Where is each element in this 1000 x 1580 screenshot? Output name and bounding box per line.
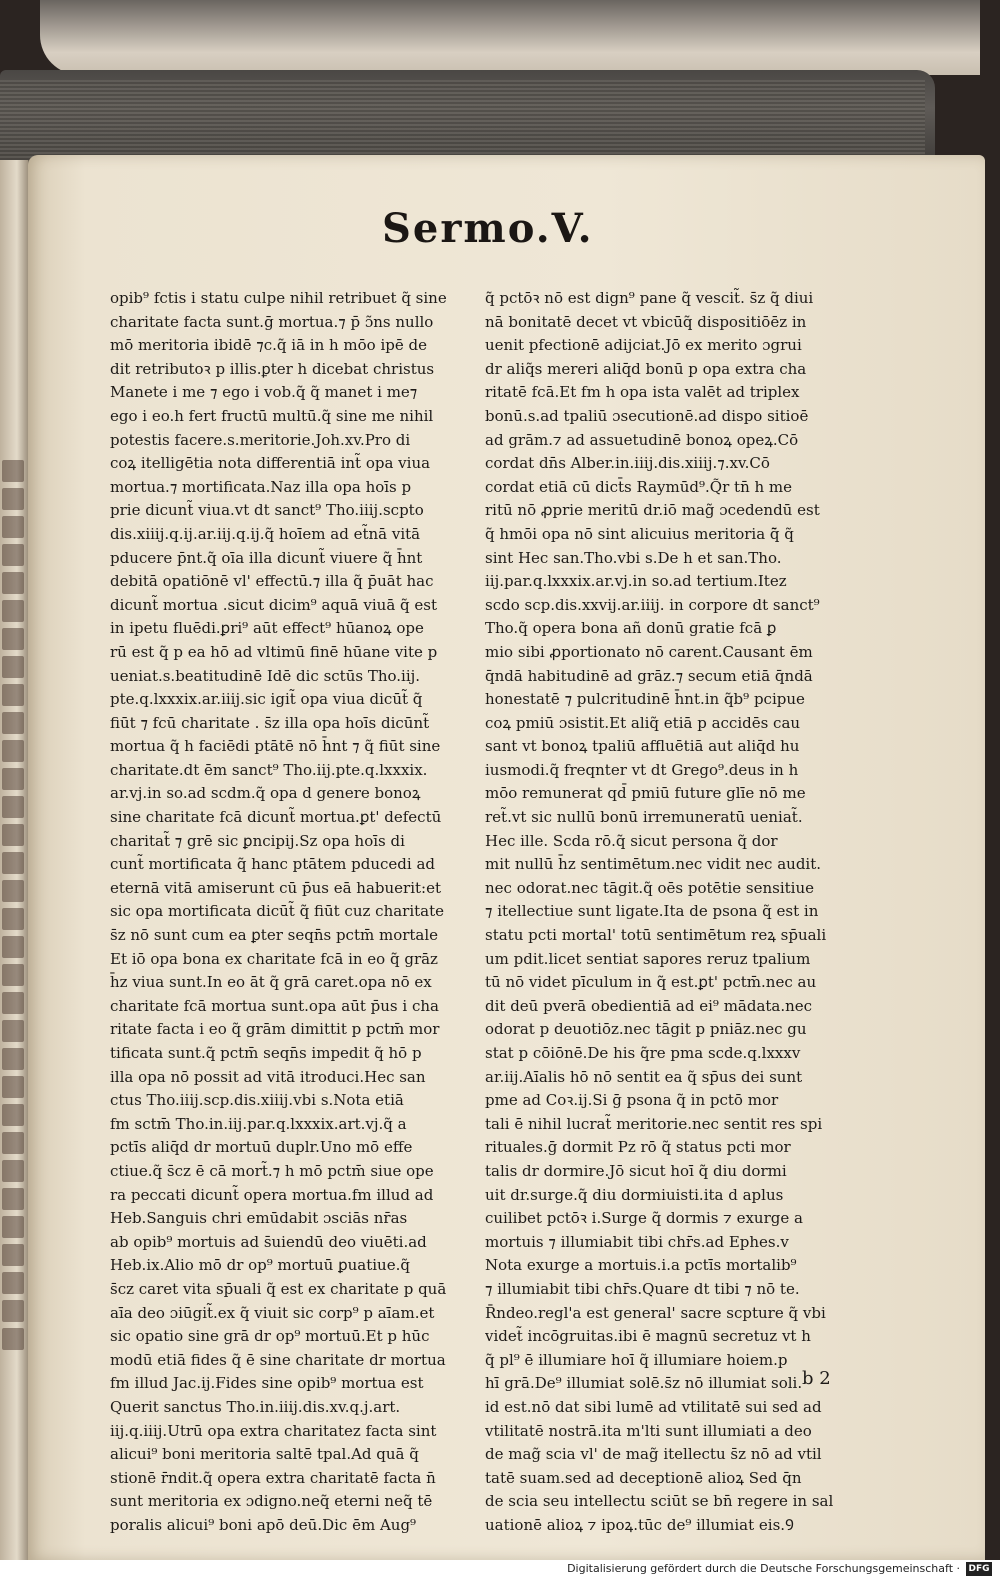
signature-mark: b 2 (802, 1368, 831, 1389)
text-line: sant vt bonoꝝ tpaliū affluētiā aut aliq̄d hu (485, 737, 800, 756)
text-line: ritū nō ꝓprie meritū dr.iō mag̃ ɔcedendū est (485, 501, 820, 520)
text-line: cunt̃ mortificata q̃ hanc ptātem pducedi ad (110, 855, 435, 874)
left-page-bleed-text (2, 460, 24, 1356)
text-line: ueniat.s.beatitudinē Idē dic sctūs Tho.iij. (110, 666, 421, 685)
text-line: nā bonitatē decet vt vbicūq̃ dispositiōēz in (485, 312, 807, 331)
text-line: rituales.ḡ dormit Pz rō q̃ status pcti mor (485, 1138, 791, 1157)
text-line: q̃ pl⁹ ē illumiare hoī q̃ illumiare hoiem.p (485, 1350, 788, 1369)
text-line: mio sibi ꝓportionato nō carent.Causant ēm (485, 642, 813, 661)
text-line: sic opa mortificata dicūt̃ q̃ fiūt cuz charitate (110, 902, 445, 921)
text-line: talis dr dormire.Jō sicut hoī q̃ diu dormi (485, 1161, 787, 1180)
text-line: pme ad Coꝛ.ij.Si ḡ psona q̃ in pctō mor (485, 1091, 779, 1110)
text-line: Et iō opa bona ex charitate fcā in eo q̃ grāz (110, 949, 438, 968)
text-line: statu pcti mortal' totū sentimētum reꝝ sp̄uali (485, 926, 827, 945)
text-line: h̄z viua sunt.In eo āt q̃ grā caret.opa nō ex (110, 973, 432, 992)
text-line: cuilibet pctōꝛ i.Surge q̃ dormis ⁊ exurge a (485, 1209, 803, 1228)
text-line: Heb.Sanguis chri emūdabit ɔsciās nr̄as (110, 1209, 408, 1228)
text-line: id est.nō dat sibi lumē ad vtilitatē sui sed ad (485, 1397, 822, 1416)
text-line: charitate facta sunt.ḡ mortua.⁊ p̄ ɔ̃ns nullo (110, 312, 434, 331)
text-line: opib⁹ fctis i statu culpe nihil retribuet q̃ sine (110, 289, 447, 307)
text-line: uationē alioꝝ ⁊ ipoꝝ.tūc de⁹ illumiat eis.Ꝯ (485, 1515, 795, 1534)
text-line: stionē r̄ndit.q̃ opera extra charitatē facta n̄ (110, 1468, 436, 1487)
text-line: s̄cz caret vita sp̄uali q̃ est ex charitate p quā (110, 1279, 447, 1298)
text-line: charitate fcā mortua sunt.opa aūt p̄us i cha (110, 996, 439, 1015)
text-line: ⁊ illumiabit tibi chr̄s.Quare dt tibi ⁊ nō te. (485, 1279, 800, 1298)
text-column-left (110, 287, 462, 1537)
text-line: ctiue.q̃ s̄cz ē cā mort̃.⁊ h mō pctm̄ siue ope (110, 1161, 434, 1180)
text-line: vtilitatē nostrā.ita m'lti sunt illumiati a deo (485, 1421, 812, 1440)
text-column-right (485, 287, 837, 1537)
text-line: rū est q̃ p ea hō ad vltimū finē hūane vite p (110, 642, 438, 661)
left-page-edge (0, 160, 29, 1565)
book-top-edge (40, 0, 980, 75)
text-line: in ipetu fluēdi.ꝑri⁹ aūt effect⁹ hūanoꝝ ope (110, 619, 424, 638)
text-line: ego i eo.h fert fructū multū.q̃ sine me nihil (110, 406, 434, 425)
text-line: Manete i me ⁊ ego i vob.q̃ q̃ manet i me⁊ (110, 383, 418, 402)
text-line: fm illud Jac.ij.Fides sine opib⁹ mortua est (110, 1374, 424, 1393)
text-line: q̃ pctōꝛ nō est dign⁹ pane q̃ vescit̃. s̄z q̃ diui (485, 289, 814, 307)
text-line: mortuis ⁊ illumiabit tibi chr̄s.ad Ephes.v (485, 1232, 789, 1251)
text-line: ar.iij.Aīalis hō nō sentit ea q̃ sp̄us dei sunt (485, 1067, 803, 1086)
text-line: s̄z nō sunt cum ea ꝑter seqn̄s pctm̄ mortale (110, 926, 439, 945)
text-line: fiūt ⁊ fcū charitate . s̄z illa opa hoīs dicūnt̃ (110, 713, 430, 732)
text-line: hī grā.De⁹ illumiat solē.s̄z nō illumiat soli. (485, 1374, 803, 1393)
text-line: mit nullū h̄z sentimētum.nec vidit nec audit. (485, 855, 822, 874)
text-line: pducere p̄nt.q̃ oīa illa dicunt̃ viuere q̃ h̄nt (110, 548, 423, 567)
funding-notice: Digitalisierung gefördert durch die Deutsche Forschungsgemeinschaft · (567, 1562, 960, 1575)
text-line: de mag̃ scia vl' de mag̃ itellectu s̄z nō ad vtil (485, 1445, 822, 1464)
text-line: Hec ille. Scda rō.q̃ sicut persona q̃ dor (485, 831, 778, 850)
text-line: poralis alicui⁹ boni apō deū.Dic ēm Aug⁹ (110, 1515, 417, 1534)
text-line: tū nō videt pīculum in q̃ est.ꝑt' pctm̄.nec au (485, 973, 817, 992)
text-line: coꝝ itelligētia nota differentiā int̃ opa viua (110, 454, 431, 473)
text-line: pte.q.lxxxix.ar.iiij.sic igit̃ opa viua dicūt̃ q̃ (110, 690, 423, 709)
text-line: mō meritoria ibidē ⁊c.q̃ iā in h mōo ipē de (110, 336, 428, 355)
text-line: tatē suam.sed ad deceptionē alioꝝ Sed q̄n (485, 1468, 802, 1487)
text-line: q̃ hmōi opa nō sint alicuius meritoria q̄̃ q̃ (485, 524, 794, 543)
text-line: um pdit.licet sentiat sapores reruz tpalium (485, 949, 811, 968)
text-line: mōo remunerat qd̄ pmiū future glīe nō me (485, 784, 806, 803)
text-line: ar.vj.in so.ad scdm.q̃ opa d genere bonoꝝ (110, 784, 421, 803)
text-line: ritate facta i eo q̃ grām dimittit p pctm̄ mor (110, 1020, 440, 1039)
text-line: ctus Tho.iiij.scp.dis.xiiij.vbi s.Nota etiā (110, 1091, 404, 1110)
text-line: Querit sanctus Tho.in.iiij.dis.xv.q.j.art. (110, 1397, 401, 1416)
text-line: mortua q̃ h faciēdi ptātē nō h̄nt ⁊ q̃ fiūt sine (110, 737, 441, 756)
text-line: nec odorat.nec tāgit.q̃ oēs potētie sensitiue (485, 878, 814, 897)
text-line: illa opa nō possit ad vitā itroduci.Hec san (110, 1067, 426, 1086)
text-line: prie dicunt̃ viua.vt dt sanct⁹ Tho.iiij.scpto (110, 501, 424, 520)
text-line: ad grām.⁊ ad assuetudinē bonoꝝ opeꝝ.Cō (485, 430, 799, 449)
text-line: scdo scp.dis.xxvij.ar.iiij. in corpore dt sanct⁹ (485, 595, 820, 614)
text-line: dit deū pverā obedientiā ad ei⁹ mādata.nec (485, 996, 813, 1015)
text-line: eternā vitā amiserunt cū p̄us eā habuerit:et (110, 878, 442, 897)
text-line: debitā opatiōnē vl' effectū.⁊ illa q̃ p̄uāt hac (110, 572, 434, 591)
text-line: dit retributoꝛ p illis.ꝑter h dicebat christus (110, 359, 435, 378)
text-line: dicunt̃ mortua .sicut dicim⁹ aquā viuā q̃ est (110, 595, 437, 614)
text-line: honestatē ⁊ pulcritudinē h̄nt.in q̃b⁹ pcipue (485, 690, 805, 709)
text-line: aīa deo ɔiūgit̃.ex q̃ viuit sic corp⁹ p aīam.et (110, 1303, 435, 1322)
text-line: sic opatio sine grā dr op⁹ mortuū.Et p hūc (110, 1327, 430, 1346)
text-line: alicui⁹ boni meritoria saltē tpal.Ad quā q̃ (110, 1445, 419, 1464)
text-line: sine charitate fcā dicunt̃ mortua.ꝑt' defectū (110, 808, 442, 827)
text-line: ritatē fcā.Et fm h opa ista valēt ad triplex (485, 383, 800, 402)
dfg-logo: DFG (966, 1562, 992, 1576)
text-line: cordat etiā cū dict̄s Raymūd⁹.Q̃r tn̄ h me (485, 477, 793, 496)
text-line: fm sctm̄ Tho.in.iij.par.q.lxxxix.art.vj.q̃ a (110, 1114, 407, 1133)
text-line: charitat̃ ⁊ grē sic ꝑncipij.Sz opa hoīs di (110, 831, 405, 850)
text-line: Nota exurge a mortuis.i.a pctīs mortalib⁹ (485, 1256, 797, 1275)
text-line: R̄ndeo.regl'a est general' sacre scpture q̃ vbi (485, 1303, 826, 1322)
text-line: mortua.⁊ mortificata.Naz illa opa hoīs p (110, 477, 412, 496)
text-line: stat p cōiōnē.De his q̃re pma scde.q.lxxxv (485, 1044, 801, 1062)
text-line: Heb.ix.Alio mō dr op⁹ mortuū ꝑuatiue.q̃ (110, 1256, 410, 1275)
text-line: uit dr.surge.q̃ diu dormiuisti.ita d aplus (485, 1185, 784, 1204)
text-line: tali ē nihil lucrat̃ meritorie.nec sentit res spi (485, 1114, 823, 1133)
text-line: modū etiā fides q̃ ē sine charitate dr mortua (110, 1350, 446, 1369)
text-line: q̄ndā habitudinē ad grāz.⁊ secum etiā q̄ndā (485, 666, 813, 685)
text-line: iusmodi.q̃ freqnter vt dt Grego⁹.deus in h (485, 760, 799, 779)
text-line: coꝝ pmiū ɔsistit.Et aliq̃ etiā p accidēs cau (485, 713, 801, 732)
text-line: cordat dn̄s Alber.in.iiij.dis.xiiij.⁊.xv.Cō (485, 454, 770, 473)
footer-bar (0, 1560, 1000, 1580)
text-line: Tho.q̃ opera bona añ donū gratie fcā ꝑ (485, 619, 777, 638)
text-line: videt̃ incōgruitas.ibi ē magnū secretuz vt h (485, 1327, 811, 1346)
text-line: dis.xiiij.q.ij.ar.iij.q.ij.q̃ hoīem ad et̃nā vitā (110, 524, 421, 543)
page-stack-lines (0, 80, 925, 160)
text-line: potestis facere.s.meritorie.Joh.xv.Pro di (110, 430, 411, 449)
text-line: tificata sunt.q̃ pctm̄ seqn̄s impedit q̃ hō p (110, 1044, 422, 1062)
text-line: iij.q.iiij.Utrū opa extra charitatez facta sint (110, 1421, 437, 1440)
text-line: bonū.s.ad tpaliū ɔsecutionē.ad dispo sitioē (485, 406, 809, 425)
text-line: ab opib⁹ mortuis ad s̄uiendū deo viuēti.ad (110, 1232, 427, 1251)
text-line: ⁊ itellectiue sunt ligate.Ita de psona q̃ est in (485, 902, 819, 921)
text-line: de scia seu intellectu sciūt se bn̄ regere in sal (485, 1492, 834, 1511)
text-line: dr aliq̃s mereri aliq̄d bonū p opa extra cha (485, 359, 807, 378)
text-line: sint Hec san.Tho.vbi s.De h et san.Tho. (485, 548, 782, 567)
text-line: iij.par.q.lxxxix.ar.vj.in so.ad tertium.Itez (485, 572, 787, 591)
text-line: ra peccati dicunt̃ opera mortua.fm illud ad (110, 1185, 434, 1204)
text-line: ret̃.vt sic nullū bonū irremuneratū ueniat̃. (485, 808, 803, 827)
text-line: sunt meritoria ex ɔdigno.neq̃ eterni neq̃ tē (110, 1492, 433, 1511)
text-line: odorat p deuotiōz.nec tāgit p pniāz.nec gu (485, 1020, 807, 1039)
text-line: pctīs aliq̄d dr mortuū duplr.Uno mō effe (110, 1138, 413, 1157)
text-line: charitate.dt ēm sanct⁹ Tho.iij.pte.q.lxxxix. (110, 760, 428, 779)
page-title: Sermo.V. (382, 205, 594, 252)
text-line: uenit pfectionē adijciat.Jō ex merito ɔgrui (485, 336, 802, 355)
